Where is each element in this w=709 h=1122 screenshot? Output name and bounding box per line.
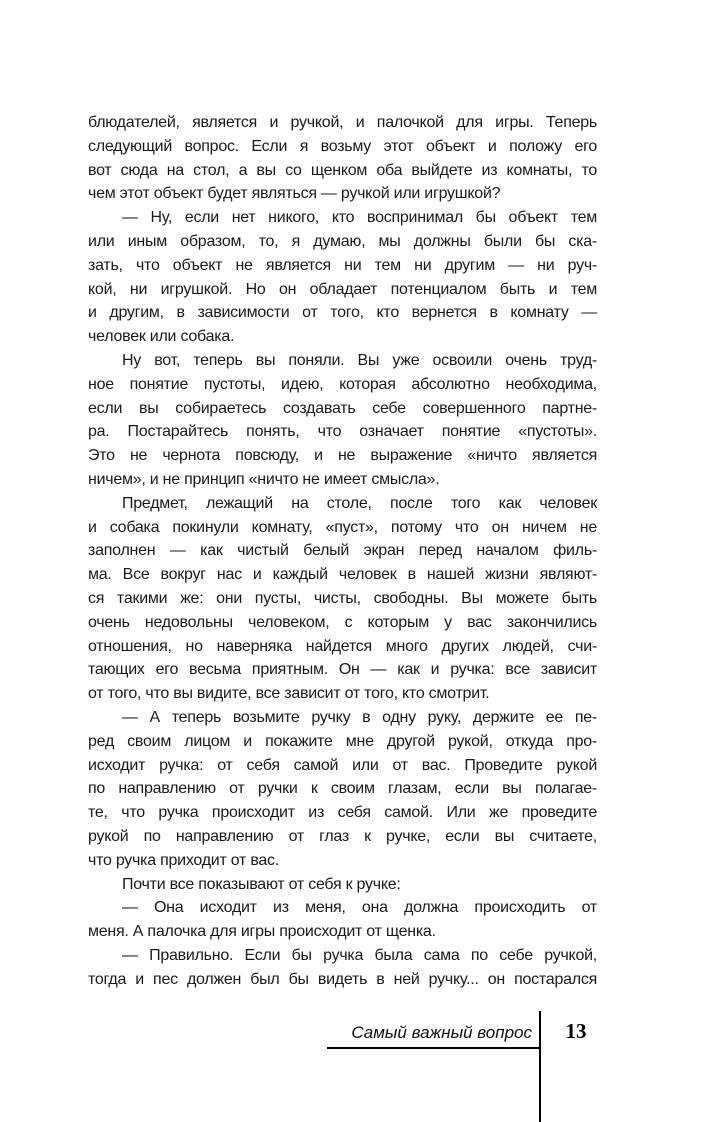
text-line: ред своим лицом и покажите мне другой рукой, откуда про- [88, 732, 597, 750]
text-line: ся такими же: они пусты, чисты, свободны. Вы можете быть [88, 589, 597, 607]
text-line: Предмет, лежащий на столе, после того как человек [122, 494, 597, 512]
text-line: тающих его весьма приятным. Он — как и ручка: все зависит [88, 661, 597, 679]
footer-rule-horizontal [327, 1047, 540, 1049]
text-line: или иным образом, то, я думаю, мы должны были бы ска- [88, 232, 597, 250]
footer-rule-vertical [539, 1011, 541, 1122]
text-line: рукой по направлению от глаз к ручке, если вы считаете, [88, 827, 597, 845]
text-line: ма. Все вокруг нас и каждый человек в нашей жизни являют- [88, 566, 597, 584]
text-line: меня. А палочка для игры происходит от щенка. [88, 923, 436, 941]
text-line: ничем», и не принцип «ничто не имеет смысла». [88, 470, 440, 488]
text-line: — А теперь возьмите ручку в одну руку, держите ее пе- [122, 708, 597, 726]
text-line: если вы собираетесь создавать себе совершенного партне- [88, 399, 597, 417]
text-line: заполнен — как чистый белый экран перед началом филь- [88, 542, 597, 560]
text-line: по направлению от ручки к своим глазам, если вы полагае- [88, 780, 597, 798]
text-line: ное понятие пустоты, идею, которая абсолютно необходима, [88, 375, 597, 393]
text-line: те, что ручка происходит из себя самой. Или же проведите [88, 804, 597, 822]
text-line: Это не чернота повсюду, и не выражение «ничто является [88, 447, 597, 465]
text-line: чем этот объект будет являться — ручкой или игрушкой? [88, 185, 501, 203]
text-line: и собака покинули комнату, «пуст», потому что он ничем не [88, 518, 597, 536]
running-title: Самый важный вопрос [351, 1023, 532, 1042]
text-line: тогда и пес должен был бы видеть в ней ручку... он постарался [88, 970, 597, 988]
text-line: ра. Постарайтесь понять, что означает понятие «пустоты». [88, 423, 597, 441]
text-line: Ну вот, теперь вы поняли. Вы уже освоили очень труд- [122, 351, 597, 369]
text-line: — Правильно. Если бы ручка была сама по себе ручкой, [122, 946, 597, 964]
text-line: — Ну, если нет никого, кто воспринимал бы объект тем [122, 209, 597, 227]
page-number: 13 [565, 1019, 587, 1043]
text-block [88, 111, 597, 991]
text-line: следующий вопрос. Если я возьму этот объект и положу его [88, 137, 597, 155]
text-line: зать, что объект не является ни тем ни другим — ни руч- [88, 256, 597, 274]
text-line: человек или собака. [88, 328, 235, 346]
text-line: отношения, но наверняка найдется много других людей, счи- [88, 637, 597, 655]
text-line: что ручка приходит от вас. [88, 851, 279, 869]
text-line: блюдателей, является и ручкой, и палочкой для игры. Теперь [88, 114, 597, 131]
text-line: и другим, в зависимости от того, кто вернется в комнату — [88, 304, 597, 322]
text-line: — Она исходит из меня, она должна происходить от [122, 899, 597, 917]
text-line: от того, что вы видите, все зависит от того, кто смотрит. [88, 685, 490, 703]
text-line: кой, ни игрушкой. Но он обладает потенциалом быть и тем [88, 280, 597, 298]
text-line: вот сюда на стол, а вы со щенком оба выйдете из комнаты, то [88, 161, 597, 179]
text-line: исходит ручка: от себя самой или от вас. Проведите рукой [88, 756, 597, 774]
text-line: очень недовольны человеком, с которым у вас закончились [88, 613, 597, 631]
text-line: Почти все показывают от себя к ручке: [122, 875, 401, 893]
